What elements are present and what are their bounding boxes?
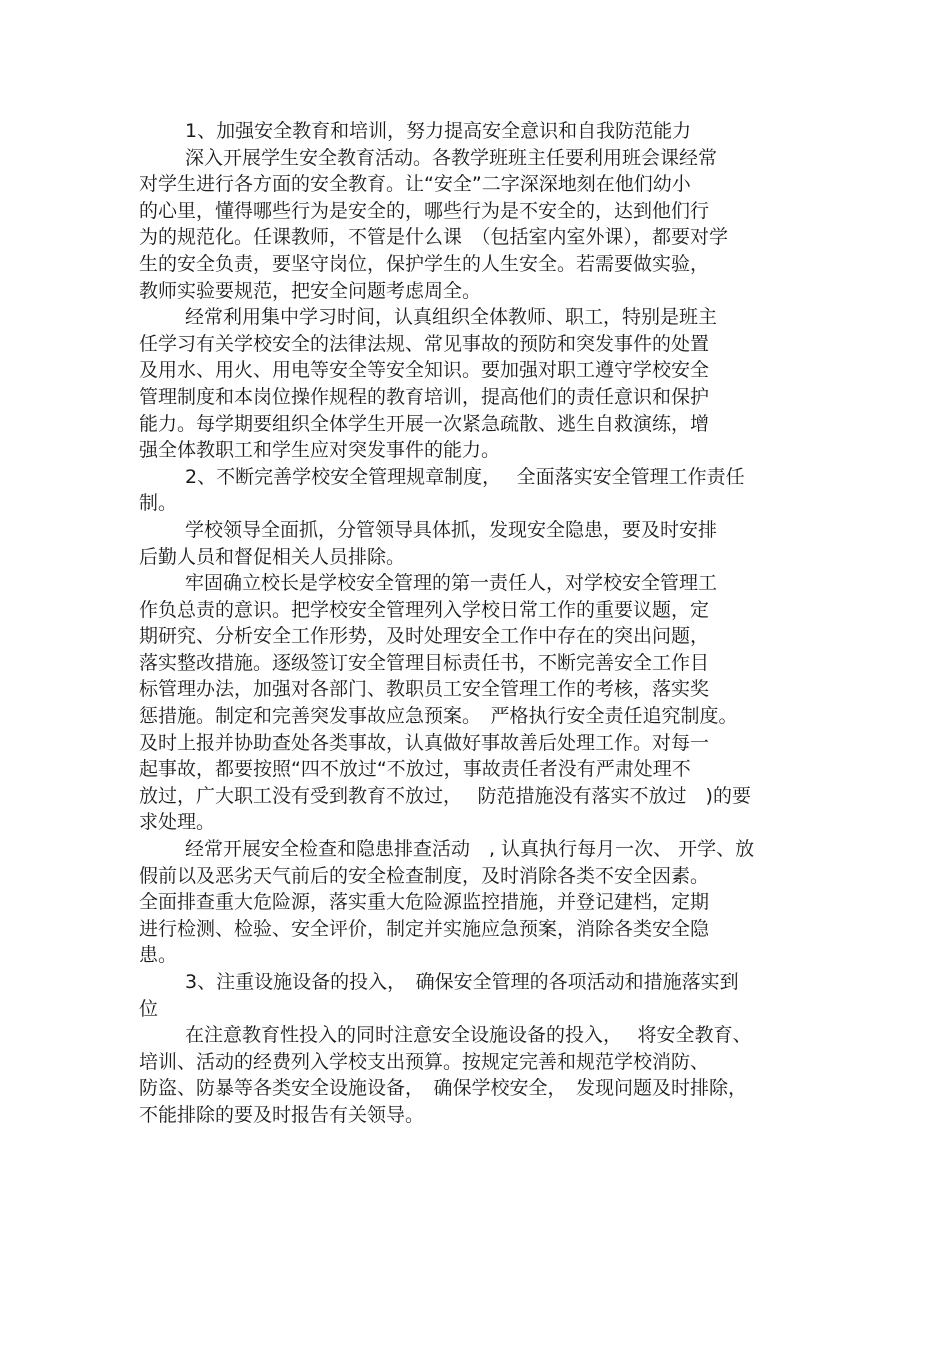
text-line: 在注意教育性投入的同时注意安全设施设备的投入， 将安全教育、 <box>185 1024 752 1047</box>
text-line: 学校领导全面抓，分管领导具体抓，发现安全隐患，要及时安排 <box>185 518 718 541</box>
text-line: 生的安全负责，要坚守岗位，保护学生的人生安全。若需要做实验， <box>139 252 710 275</box>
text-line: 放过，广大职工没有受到教育不放过， 防范措施没有落实不放过 )的要 <box>139 784 751 807</box>
text-line: 2、不断完善学校安全管理规章制度， 全面落实安全管理工作责任 <box>185 465 745 488</box>
text-line: 经常利用集中学习时间，认真组织全体教师、职工，特别是班主 <box>185 306 718 329</box>
text-line: 及时上报并协助查处各类事故，认真做好事故善后处理工作。对每一 <box>139 731 710 754</box>
text-line: 患。 <box>139 944 178 967</box>
text-line: 牢固确立校长是学校安全管理的第一责任人，对学校安全管理工 <box>185 572 718 595</box>
text-line: 管理制度和本岗位操作规程的教育培训，提高他们的责任意识和保护 <box>139 385 710 408</box>
text-line: 的心里，懂得哪些行为是安全的，哪些行为是不安全的，达到他们行 <box>139 199 710 222</box>
text-line: 期研究、分析安全工作形势，及时处理安全工作中存在的突出问题， <box>139 625 710 648</box>
text-line: 及用水、用火、用电等安全等安全知识。要加强对职工遵守学校安全 <box>139 359 710 382</box>
text-line: 求处理。 <box>139 811 216 834</box>
text-line: 假前以及恶劣天气前后的安全检查制度，及时消除各类不安全因素。 <box>139 864 710 887</box>
text-line: 全面排查重大危险源，落实重大危险源监控措施，并登记建档，定期 <box>139 891 710 914</box>
text-line: 任学习有关学校安全的法律法规、常见事故的预防和突发事件的处置 <box>139 332 710 355</box>
text-line: 进行检测、检验、安全评价，制定并实施应急预案，消除各类安全隐 <box>139 917 710 940</box>
document-body <box>139 118 811 1129</box>
text-line: 标管理办法，加强对各部门、教职员工安全管理工作的考核，落实奖 <box>139 678 710 701</box>
text-line: 防盗、防暴等各类安全设施设备， 确保学校安全， 发现问题及时排除， <box>139 1077 748 1100</box>
text-line: 3、注重设施设备的投入， 确保安全管理的各项活动和措施落实到 <box>185 971 739 993</box>
text-line: 后勤人员和督促相关人员排除。 <box>139 545 406 568</box>
text-line: 教师实验要规范，把安全问题考虑周全。 <box>139 279 482 302</box>
text-line: 对学生进行各方面的安全教育。让“安全”二字深深地刻在他们幼小 <box>139 173 691 196</box>
text-line: 能力。每学期要组织全体学生开展一次紧急疏散、逃生自救演练，增 <box>139 412 710 435</box>
text-line: 深入开展学生安全教育活动。各教学班班主任要利用班会课经常 <box>185 146 718 169</box>
text-line: 惩措施。制定和完善突发事故应急预案。 严格执行安全责任追究制度。 <box>139 705 738 728</box>
text-line: 为的规范化。任课教师，不管是什么课 （包括室内室外课），都要对学 <box>139 226 729 249</box>
text-line: 培训、活动的经费列入学校支出预算。按规定完善和规范学校消防、 <box>139 1050 710 1073</box>
text-line: 强全体教职工和学生应对突发事件的能力。 <box>139 439 501 462</box>
text-line: 经常开展安全检查和隐患排查活动 , 认真执行每月一次、 开学、放 <box>185 838 755 861</box>
text-line: 不能排除的要及时报告有关领导。 <box>139 1103 425 1126</box>
text-line: 作负总责的意识。把学校安全管理列入学校日常工作的重要议题，定 <box>139 598 710 621</box>
text-line: 起事故，都要按照“四不放过“不放过，事故责任者没有严肃处理不 <box>139 758 691 781</box>
text-line: 位 <box>139 997 159 1020</box>
text-line: 1、加强安全教育和培训，努力提高安全意识和自我防范能力 <box>185 120 692 142</box>
text-line: 落实整改措施。逐级签订安全管理目标责任书，不断完善安全工作目 <box>139 651 710 674</box>
text-line: 制。 <box>139 492 178 515</box>
